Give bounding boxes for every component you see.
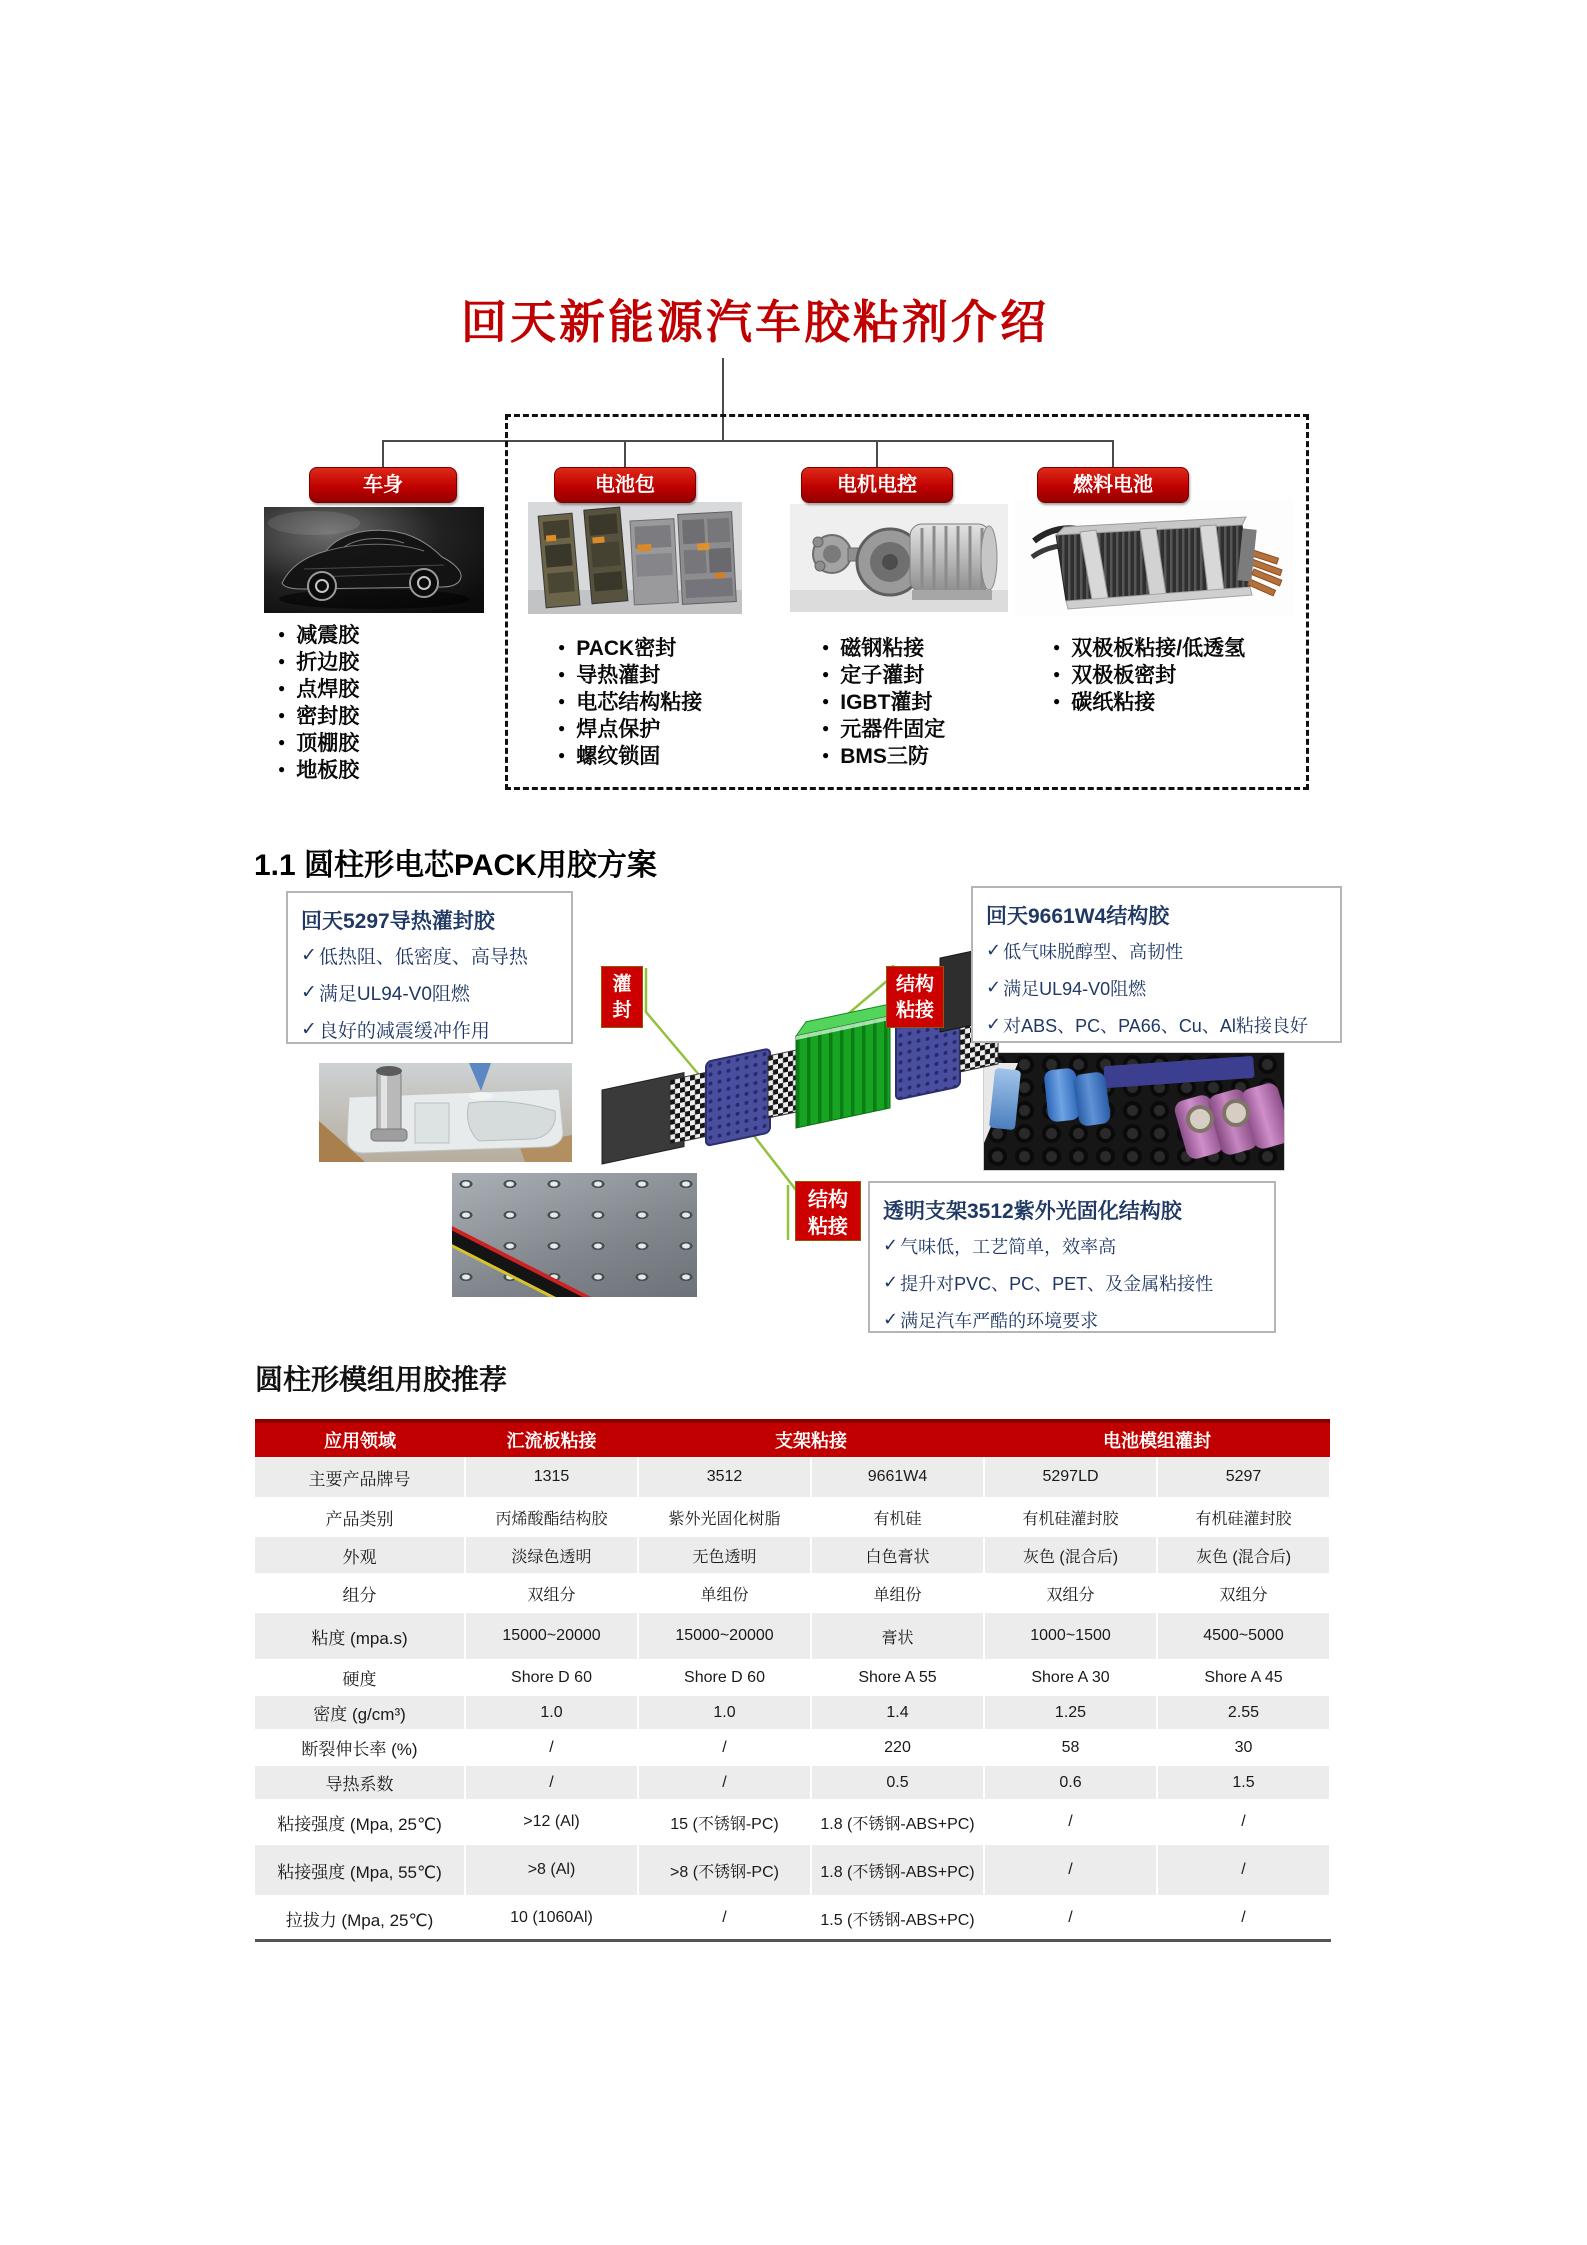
list-item (1053, 660, 1245, 687)
table-cell: 灰色 (混合后) (1157, 1536, 1330, 1574)
callout-point-text: 提升对PVC、PC、PET、及金属粘接性 (900, 1273, 1214, 1294)
bullet-icon: ● (558, 639, 566, 654)
table-cell: 15000~20000 (465, 1612, 638, 1660)
table-cell: 1315 (465, 1457, 638, 1498)
table-cell: / (638, 1896, 811, 1941)
table-cell: 15 (不锈钢-PC) (638, 1800, 811, 1844)
check-icon: ✓ (986, 1014, 1002, 1034)
bullet-icon: ● (278, 653, 286, 668)
bullet-icon: ● (822, 639, 830, 654)
connector-line (382, 440, 384, 467)
list-item (558, 714, 702, 741)
list-item (278, 620, 359, 647)
list-item-label: BMS三防 (840, 744, 929, 768)
branch-box-motor-control: 电机电控 (801, 467, 953, 503)
potting-process-photo (319, 1063, 572, 1162)
list-item-label: 电芯结构粘接 (576, 690, 703, 714)
list-item (822, 714, 945, 741)
list-item-label: 导热灌封 (576, 663, 661, 687)
list-item (822, 741, 945, 768)
table-cell: / (638, 1765, 811, 1800)
callout-point (986, 932, 1327, 969)
table-header-cell: 应用领域 (255, 1421, 465, 1457)
table-cell: >8 (不锈钢-PC) (638, 1844, 811, 1896)
callout-box-5297 (286, 891, 573, 1044)
table-cell: 1000~1500 (984, 1612, 1157, 1660)
check-icon: ✓ (301, 1019, 317, 1040)
table-cell: 58 (984, 1730, 1157, 1765)
branch-list-body (278, 620, 359, 782)
table-header-row (255, 1421, 1330, 1457)
table-cell: >8 (Al) (465, 1844, 638, 1896)
page-title: 回天新能源汽车胶粘剂介绍 (461, 296, 1049, 348)
callout-point-text: 气味低，工艺简单，效率高 (900, 1236, 1117, 1257)
table-cell: >12 (Al) (465, 1800, 638, 1844)
table-cell: 1.8 (不锈钢-ABS+PC) (811, 1800, 984, 1844)
table-cell: / (638, 1730, 811, 1765)
callout-point-text: 满足UL94-V0阻燃 (318, 984, 470, 1005)
table-cell: 有机硅灌封胶 (984, 1498, 1157, 1536)
branch-list-motor-control (822, 633, 945, 768)
diagram-label-structural-1: 结构粘接 (886, 966, 944, 1028)
bullet-icon: ● (558, 693, 566, 708)
table-row-label: 粘接强度 (Mpa, 55℃) (255, 1844, 465, 1896)
list-item-label: 地板胶 (296, 758, 360, 782)
list-item (278, 755, 359, 782)
list-item (822, 633, 945, 660)
branch-box-fuel-cell: 燃料电池 (1037, 467, 1189, 503)
table-title: 圆柱形模组用胶推荐 (255, 1364, 508, 1395)
callout-point-text: 低气味脱醇型、高韧性 (1003, 941, 1184, 962)
callout-point (301, 937, 558, 974)
table-cell: Shore D 60 (465, 1660, 638, 1695)
table-cell: / (465, 1765, 638, 1800)
fuel-cell-art (1014, 499, 1294, 616)
list-item (822, 687, 945, 714)
table-cell: 丙烯酸酯结构胶 (465, 1498, 638, 1536)
list-item-label: 减震胶 (296, 623, 360, 647)
list-item (1053, 633, 1245, 660)
bullet-icon: ● (278, 680, 286, 695)
list-item-label: 折边胶 (296, 650, 360, 674)
callout-box-3512 (868, 1181, 1276, 1333)
table-cell: / (1157, 1844, 1330, 1896)
check-icon: ✓ (986, 977, 1002, 997)
bullet-icon: ● (822, 666, 830, 681)
table-cell: Shore A 45 (1157, 1660, 1330, 1695)
bullet-icon: ● (558, 720, 566, 735)
table-cell: / (984, 1896, 1157, 1941)
table-header-cell: 汇流板粘接 (465, 1421, 638, 1457)
cell-cap (1186, 1105, 1214, 1133)
table-row-label: 组分 (255, 1574, 465, 1612)
table-cell: / (984, 1844, 1157, 1896)
list-item (558, 660, 702, 687)
table-row-label: 密度 (g/cm³) (255, 1695, 465, 1730)
table-row-label: 导热系数 (255, 1765, 465, 1800)
callout-point (301, 1011, 558, 1048)
module-adhesive-table (255, 1419, 1331, 1942)
callout-point (301, 974, 558, 1011)
table-cell: 无色透明 (638, 1536, 811, 1574)
table-cell: 0.6 (984, 1765, 1157, 1800)
bullet-icon: ● (558, 747, 566, 762)
bullet-icon: ● (558, 666, 566, 681)
list-item-label: 磁钢粘接 (840, 636, 925, 660)
table-cell: 2.55 (1157, 1695, 1330, 1730)
callout-point-text: 满足汽车严酷的环境要求 (900, 1310, 1099, 1331)
list-item-label: 双极板粘接/低透氢 (1071, 636, 1246, 660)
table-cell: 1.4 (811, 1695, 984, 1730)
list-item-label: 密封胶 (296, 704, 360, 728)
table-cell: 4500~5000 (1157, 1612, 1330, 1660)
table-cell: 单组份 (811, 1574, 984, 1612)
list-item (278, 647, 359, 674)
battery-pack-art (528, 502, 742, 614)
callout-box-9661w4 (971, 886, 1342, 1043)
table-row (255, 1660, 1330, 1695)
module-layers (602, 943, 1010, 1164)
bullet-icon: ● (278, 761, 286, 776)
table-cell: / (1157, 1896, 1330, 1941)
list-item (558, 687, 702, 714)
bullet-icon: ● (822, 747, 830, 762)
table-cell: 1.5 (1157, 1765, 1330, 1800)
cell-cap (1222, 1099, 1250, 1127)
list-item-label: 焊点保护 (576, 717, 661, 741)
list-item-label: PACK密封 (576, 636, 677, 660)
branch-list-fuel-cell (1053, 633, 1245, 714)
diagram-label-structural-2: 结构粘接 (795, 1181, 861, 1241)
callout-point (883, 1227, 1261, 1264)
table-row (255, 1896, 1330, 1941)
table-cell: 0.5 (811, 1765, 984, 1800)
table-cell: 5297LD (984, 1457, 1157, 1498)
list-item-label: 双极板密封 (1071, 663, 1177, 687)
table-row (255, 1457, 1330, 1498)
callout-title: 透明支架3512紫外光固化结构胶 (883, 1200, 1182, 1223)
table-row (255, 1765, 1330, 1800)
bullet-icon: ● (1053, 639, 1061, 654)
bullet-icon: ● (822, 693, 830, 708)
check-icon: ✓ (301, 945, 317, 966)
bullet-icon: ● (278, 707, 286, 722)
table-cell: 双组分 (465, 1574, 638, 1612)
table-row-label: 断裂伸长率 (%) (255, 1730, 465, 1765)
list-item-label: 顶棚胶 (296, 731, 360, 755)
table-row-label: 拉拔力 (Mpa, 25℃) (255, 1896, 465, 1941)
table-cell: 3512 (638, 1457, 811, 1498)
check-icon: ✓ (301, 982, 317, 1003)
callout-point (986, 1006, 1327, 1043)
table-cell: 灰色 (混合后) (984, 1536, 1157, 1574)
table-row (255, 1536, 1330, 1574)
table-cell: 淡绿色透明 (465, 1536, 638, 1574)
table-row-label: 硬度 (255, 1660, 465, 1695)
check-icon: ✓ (883, 1235, 899, 1255)
table-cell: Shore A 30 (984, 1660, 1157, 1695)
table-row (255, 1498, 1330, 1536)
callout-point (883, 1301, 1261, 1338)
table-row (255, 1612, 1330, 1660)
table-cell: 1.5 (不锈钢-ABS+PC) (811, 1896, 984, 1941)
potting-art (319, 1063, 572, 1162)
branch-list-battery-pack (558, 633, 702, 768)
table-cell: 5297 (1157, 1457, 1330, 1498)
e-drive-photo (790, 504, 1008, 612)
callout-point (986, 969, 1327, 1006)
table-cell: / (984, 1800, 1157, 1844)
table-row (255, 1800, 1330, 1844)
table-row-label: 主要产品牌号 (255, 1457, 465, 1498)
table-row (255, 1695, 1330, 1730)
table-cell: 1.25 (984, 1695, 1157, 1730)
list-item (822, 660, 945, 687)
table-cell: 双组分 (984, 1574, 1157, 1612)
bullet-icon: ● (822, 720, 830, 735)
list-item (1053, 687, 1245, 714)
table-cell: 220 (811, 1730, 984, 1765)
list-item-label: 碳纸粘接 (1071, 690, 1156, 714)
list-item (278, 701, 359, 728)
table-cell: 9661W4 (811, 1457, 984, 1498)
table-cell: 10 (1060Al) (465, 1896, 638, 1941)
check-icon: ✓ (883, 1309, 899, 1329)
table-cell: 有机硅灌封胶 (1157, 1498, 1330, 1536)
table-cell: 双组分 (1157, 1574, 1330, 1612)
table-cell: Shore A 55 (811, 1660, 984, 1695)
list-item (558, 741, 702, 768)
list-item-label: 点焊胶 (296, 677, 360, 701)
car-xray-art (264, 507, 484, 613)
table-row-label: 粘度 (mpa.s) (255, 1612, 465, 1660)
table-row (255, 1730, 1330, 1765)
table-cell: 白色膏状 (811, 1536, 984, 1574)
table-cell: 1.0 (638, 1695, 811, 1730)
callout-title: 回天9661W4结构胶 (986, 905, 1170, 928)
list-item-label: 元器件固定 (840, 717, 946, 741)
bullet-icon: ● (278, 734, 286, 749)
table-cell: 单组份 (638, 1574, 811, 1612)
table-cell: 紫外光固化树脂 (638, 1498, 811, 1536)
table-cell: 30 (1157, 1730, 1330, 1765)
callout-title: 回天5297导热灌封胶 (301, 910, 495, 933)
bullet-icon: ● (1053, 693, 1061, 708)
list-item (278, 674, 359, 701)
callout-point-text: 满足UL94-V0阻燃 (1003, 978, 1147, 999)
branch-box-battery-pack: 电池包 (554, 467, 696, 503)
table-cell: 有机硅 (811, 1498, 984, 1536)
callout-point (883, 1264, 1261, 1301)
list-item (558, 633, 702, 660)
table-cell: / (1157, 1800, 1330, 1844)
table-cell: 1.0 (465, 1695, 638, 1730)
list-item-label: 定子灌封 (840, 663, 925, 687)
table-cell: 1.8 (不锈钢-ABS+PC) (811, 1844, 984, 1896)
callout-point-text: 良好的减震缓冲作用 (318, 1021, 490, 1042)
table-cell: / (465, 1730, 638, 1765)
callout-point-text: 对ABS、PC、PA66、Cu、Al粘接良好 (1003, 1015, 1308, 1036)
fuel-cell-photo (1014, 499, 1294, 616)
table-header-cell: 支架粘接 (638, 1421, 984, 1457)
branch-box-body: 车身 (309, 467, 457, 503)
table-row (255, 1574, 1330, 1612)
diagram-label-potting: 灌封 (601, 966, 643, 1028)
table-header-cell: 电池模组灌封 (984, 1421, 1330, 1457)
cylindrical-cells-photo (983, 1052, 1285, 1171)
table-row-label: 粘接强度 (Mpa, 25℃) (255, 1800, 465, 1844)
table-row-label: 外观 (255, 1536, 465, 1574)
callout-point-text: 低热阻、低密度、高导热 (318, 947, 528, 968)
car-xray-photo (264, 507, 484, 613)
check-icon: ✓ (986, 940, 1002, 960)
table-cell: Shore D 60 (638, 1660, 811, 1695)
check-icon: ✓ (883, 1272, 899, 1292)
bullet-icon: ● (278, 626, 286, 641)
table-cell: 15000~20000 (638, 1612, 811, 1660)
table-cell: 膏状 (811, 1612, 984, 1660)
bullet-icon: ● (1053, 666, 1061, 681)
pcb-strip (1103, 1056, 1254, 1088)
list-item-label: 螺纹锁固 (576, 744, 661, 768)
list-item-label: IGBT灌封 (840, 690, 933, 714)
section-heading: 1.1 圆柱形电芯PACK用胶方案 (254, 849, 657, 882)
table-row (255, 1844, 1330, 1896)
list-item (278, 728, 359, 755)
table-row-label: 产品类别 (255, 1498, 465, 1536)
battery-pack-photo (528, 502, 742, 614)
e-drive-art (790, 504, 1008, 612)
